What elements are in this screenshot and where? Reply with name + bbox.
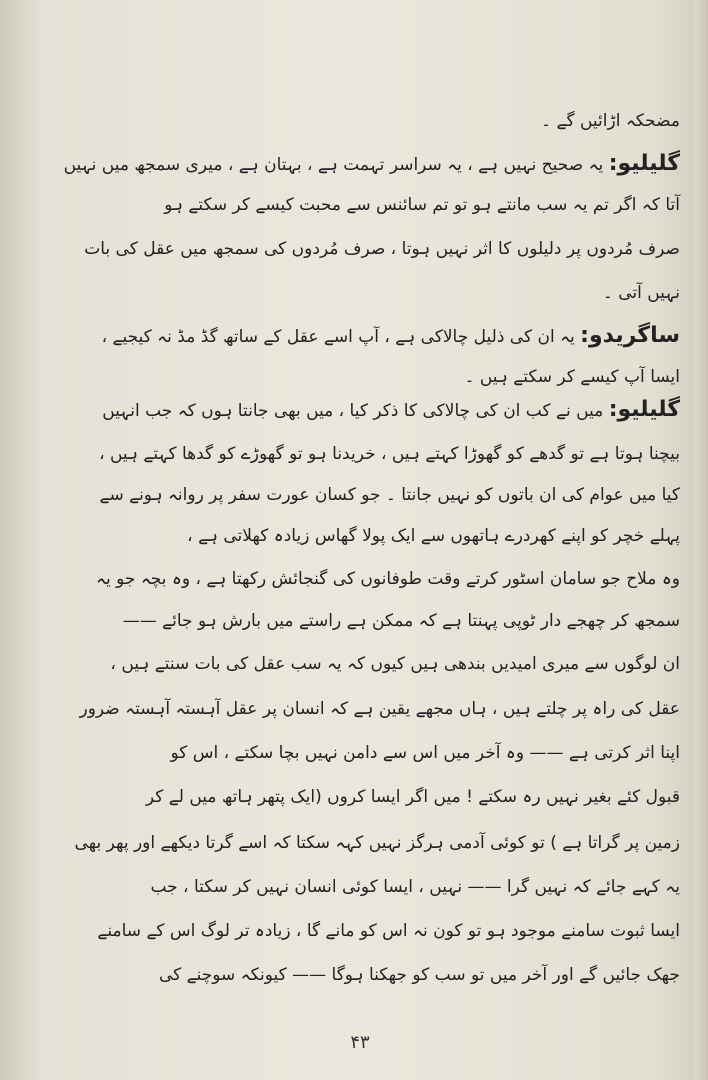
line-text: ایسا آپ کیسے کر سکتے ہیں ۔ [464, 367, 680, 387]
text-line [99, 443, 680, 464]
line-text: سمجھ کر چھجے دار ٹوپی پہنتا ہے کہ ممکن ہے راستے میں بارش ہو جائے —— [122, 611, 680, 631]
line-text: صرف مُردوں پر دلیلوں کا اثر نہیں ہوتا ، صرف مُردوں کی سمجھ میں عقل کی بات [84, 239, 680, 259]
line-text: میں نے کب ان کی چالاکی کا ذکر کیا ، میں بھی جانتا ہوں کہ جب انہیں [102, 401, 604, 421]
line-text: جھک جائیں گے اور آخر میں تو سب کو جھکنا ہوگا —— کیونکہ سوچنے کی [158, 965, 680, 985]
speaker-name: گلیلیو: [608, 151, 680, 176]
text-line [63, 151, 680, 176]
text-line [79, 698, 680, 719]
text-line [100, 484, 681, 505]
text-line [74, 832, 680, 853]
text-line [110, 653, 680, 674]
text-line [465, 366, 681, 387]
speaker-name: ساگریدو: [580, 323, 680, 348]
page-number: ۴۳ [350, 1032, 370, 1053]
line-text: بیچنا ہوتا ہے تو گدھے کو گھوڑا کہتے ہیں ، خریدنا ہو تو گھوڑے کو گدھا کہتے ہیں ، [99, 444, 680, 464]
text-line [96, 568, 680, 589]
line-text: زمین پر گراتا ہے ) تو کوئی آدمی ہرگز نہیں کہہ سکتا کہ اسے گرتا دیکھے اور پھر بھی [74, 833, 680, 853]
line-text: قبول کئے بغیر نہیں رہ سکتے ! میں اگر ایسا کروں (ایک پتھر ہاتھ میں لے کر [145, 787, 680, 807]
text-line [101, 323, 680, 348]
line-text: آتا کہ اگر تم یہ سب مانتے ہو تو تم سائنس سے محبت کیسے کر سکتے ہو [164, 195, 680, 215]
line-text: ان لوگوں سے میری امیدیں بندھی ہیں کیوں کہ یہ سب عقل کی بات سنتے ہیں ، [110, 654, 680, 674]
text-line [123, 610, 680, 631]
line-text: یہ کہے جائے کہ نہیں گرا —— نہیں ، ایسا کوئی انسان نہیں کر سکتا ، جب [150, 877, 680, 897]
text-line [84, 238, 680, 259]
line-text: یہ ان کی ذلیل چالاکی ہے ، آپ اسے عقل کے ساتھ گڈ مڈ نہ کیجیے ، [101, 327, 575, 347]
text-line [146, 786, 680, 807]
text-line [97, 920, 680, 941]
line-text: اپنا اثر کرتی ہے —— وہ آخر میں اس سے دامن نہیں بچا سکتے ، اس کو [170, 743, 680, 763]
page-edge [694, 0, 708, 1080]
text-line [541, 110, 680, 131]
line-text: پہلے خچر کو اپنے کھردرے ہاتھوں سے ایک پولا گھاس زیادہ کھلاتی ہے ، [187, 526, 680, 546]
speaker-name: گلیلیو: [608, 397, 680, 422]
line-text: ایسا ثبوت سامنے موجود ہو تو کون نہ اس کو مانے گا ، زیادہ تر لوگ اس کے سامنے [97, 921, 680, 941]
text-line [187, 525, 680, 546]
line-text: عقل کی راہ پر چلتے ہیں ، ہاں مجھے یقین ہے کہ انسان پر عقل آہستہ آہستہ ضرور [79, 699, 680, 719]
text-line [164, 194, 680, 215]
line-text: کیا میں عوام کی ان باتوں کو نہیں جانتا ۔ جو کسان عورت سفر پر روانہ ہونے سے [99, 485, 680, 505]
line-text: نہیں آتی ۔ [602, 283, 680, 303]
line-text: مضحکہ اڑائیں گے ۔ [541, 111, 680, 131]
line-text: وہ ملاح جو سامان اسٹور کرتے وقت طوفانوں کی گنجائش رکھتا ہے ، وہ بچہ جو یہ [96, 569, 680, 589]
text-line [102, 397, 680, 422]
text-line [603, 282, 680, 303]
text-line [170, 742, 680, 763]
line-text: یہ صحیح نہیں ہے ، یہ سراسر تہمت ہے ، بہتان ہے ، میری سمجھ میں نہیں [63, 155, 604, 175]
text-line [150, 876, 680, 897]
text-line [159, 964, 680, 985]
